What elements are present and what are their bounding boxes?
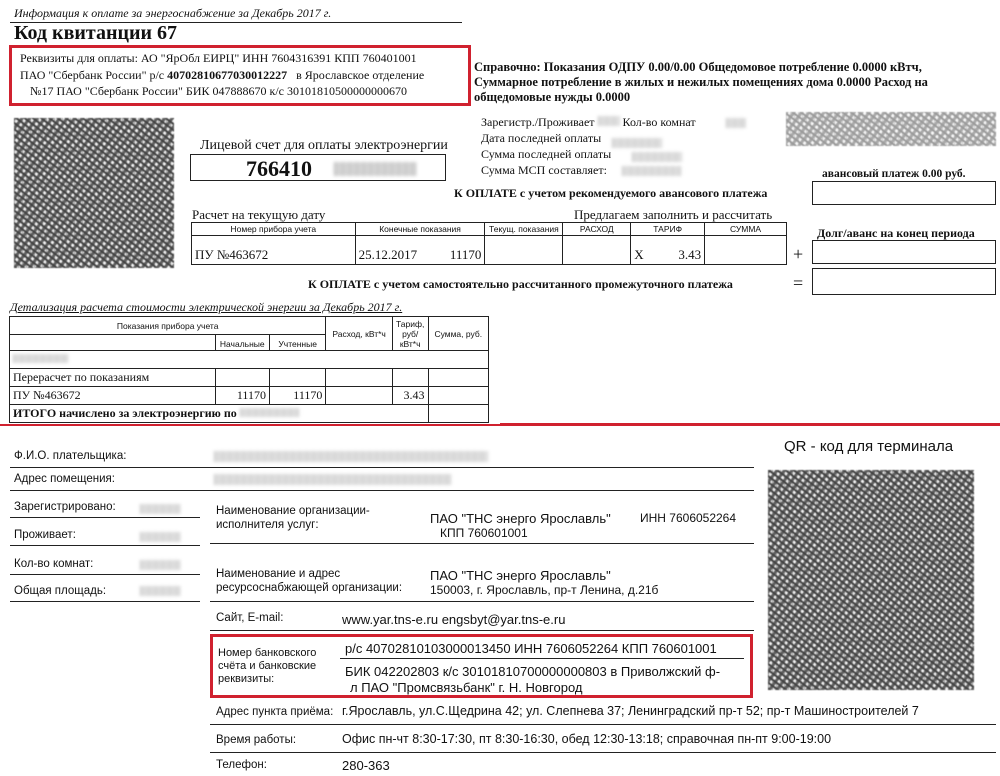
- requisites-branch: в Ярославское отделение: [296, 68, 425, 82]
- res-label-1: Наименование и адрес: [216, 568, 341, 580]
- personal-account-number: 766410: [246, 156, 312, 181]
- reference-line-3: общедомовые нужды 0.0000: [474, 90, 631, 104]
- cell-tariff: [631, 236, 705, 265]
- bank-line-3: л ПАО "Промсвязьбанк" г. Н. Новгород: [350, 680, 583, 695]
- hours-value: Офис пн-чт 8:30-17:30, пт 8:30-16:30, обед 12:30-13:18; справочная пн-пт 9:00-19:00: [342, 732, 832, 746]
- section-divider-left: [0, 424, 500, 426]
- msp-sum-label: Сумма МСП составляет:: [481, 163, 607, 177]
- cell-tariff-value: 3.43: [678, 247, 702, 262]
- th-sum-rub: Сумма, руб.: [428, 317, 488, 351]
- cell-usage-input[interactable]: [563, 236, 631, 265]
- reference-block: [474, 60, 928, 105]
- details-total: [10, 405, 393, 423]
- th-current: Текущ. показания: [485, 223, 563, 236]
- advance-label: авансовый платеж 0.00 руб.: [822, 168, 966, 180]
- bank-highlight: [210, 634, 753, 698]
- recalc-label: Перерасчет по показаниям: [10, 369, 216, 387]
- org-inn: ИНН 7606052264: [640, 511, 737, 525]
- details-tariff: 3.43: [392, 387, 428, 405]
- th-usage-kwh: Расход, кВт*ч: [326, 317, 393, 351]
- to-pay-recommended-label: К ОПЛАТЕ с учетом рекомендуемого авансового платежа: [454, 186, 768, 200]
- cell-multiply: X: [634, 247, 644, 262]
- org-label-1: Наименование организации-: [216, 505, 370, 517]
- registered-count-label: Зарегистрировано:: [14, 501, 116, 513]
- details-meter: ПУ №463672: [10, 387, 216, 405]
- qr-code: [768, 470, 974, 690]
- receipt-code-title: Код квитанции 67: [14, 22, 178, 44]
- details-total-label: ИТОГО начислено за электроэнергию по: [13, 406, 237, 420]
- th-meter: Номер прибора учета: [192, 223, 356, 236]
- current-calc-table: [191, 222, 787, 265]
- debt-box[interactable]: [812, 240, 996, 264]
- cell-final-reading: 11170: [449, 247, 482, 262]
- hours-label: Время работы:: [216, 734, 297, 746]
- current-calc-label: Расчет на текущую дату: [192, 207, 326, 222]
- requisites-account: 40702810677030012227: [167, 68, 288, 82]
- requisites-highlight: [9, 45, 471, 106]
- th-sum: СУММА: [705, 223, 787, 236]
- requisites-line-1: Реквизиты для оплаты: АО "ЯрОбл ЕИРЦ" ИНН 7604316391 КПП 760401001: [20, 51, 417, 65]
- to-pay-self-label: К ОПЛАТЕ с учетом самостоятельно рассчитанного промежуточного платежа: [308, 277, 733, 291]
- bank-label-2: счёта и банковские: [218, 660, 317, 672]
- rooms-label: Кол-во комнат: [622, 115, 696, 129]
- to-pay-self-box[interactable]: [812, 268, 996, 295]
- reception-value: г.Ярославль, ул.С.Щедрина 42; ул. Слепнева 37; Ленинградский пр-т 52; пр-т Машиностроителей 7: [342, 704, 919, 718]
- cell-sum-input[interactable]: [705, 236, 787, 265]
- org-name: ПАО "ТНС энерго Ярославль": [430, 511, 611, 526]
- rooms-count-label: Кол-во комнат:: [14, 558, 94, 570]
- requisites-bank: ПАО "Сбербанк России" р/с: [20, 68, 165, 82]
- th-readings: Показания прибора учета: [10, 317, 326, 335]
- th-tariff-rub: Тариф, руб/ кВт*ч: [392, 317, 428, 351]
- res-label-2: ресурсоснабжающей организации:: [216, 582, 403, 594]
- living-label: Проживает:: [14, 529, 76, 541]
- site-label: Сайт, E-mail:: [216, 612, 284, 624]
- last-payment-sum-label: Сумма последней оплаты: [481, 147, 612, 161]
- qr-title: QR - код для терминала: [784, 438, 954, 455]
- details-start: 11170: [215, 387, 269, 405]
- suggest-label: Предлагаем заполнить и рассчитать: [574, 207, 773, 222]
- phone-label: Телефон:: [216, 759, 267, 771]
- cell-final: [355, 236, 485, 265]
- debt-label: Долг/аванс на конец периода: [817, 226, 975, 240]
- details-accounted: 11170: [269, 387, 325, 405]
- org-kpp: КПП 760601001: [440, 526, 528, 540]
- th-usage: РАСХОД: [563, 223, 631, 236]
- th-start: Начальные: [215, 335, 269, 351]
- cell-final-date: 25.12.2017: [358, 247, 418, 262]
- reference-line-1: Справочно: Показания ОДПУ 0.00/0.00 Общедомовое потребление 0.0000 кВтч,: [474, 60, 922, 74]
- last-payment-date-label: Дата последней оплаты: [481, 131, 602, 145]
- barcode-image: [14, 118, 174, 268]
- registered-label: Зарегистр./Проживает: [481, 115, 595, 129]
- redacted-block-right: [786, 112, 996, 146]
- address-label: Адрес помещения:: [14, 473, 115, 485]
- phone-value: 280-363: [342, 758, 390, 773]
- th-tariff: ТАРИФ: [631, 223, 705, 236]
- reference-line-2: Суммарное потребление в жилых и нежилых помещениях дома 0.0000 Расход на: [474, 75, 928, 89]
- info-title: Информация к оплате за энергоснабжение за Декабрь 2017 г.: [14, 6, 332, 20]
- cell-meter: ПУ №463672: [192, 236, 356, 265]
- details-title: Детализация расчета стоимости электрической энергии за Декабрь 2017 г.: [10, 300, 403, 314]
- fio-label: Ф.И.О. плательщика:: [14, 450, 127, 462]
- personal-account-label: Лицевой счет для оплаты электроэнергии: [200, 138, 448, 153]
- details-table: [9, 316, 489, 423]
- area-label: Общая площадь:: [14, 585, 107, 597]
- th-final: Конечные показания: [355, 223, 485, 236]
- equals-sign: =: [793, 273, 804, 293]
- th-accounted: Учтенные: [269, 335, 325, 351]
- bank-line-1: р/с 40702810103000013450 ИНН 7606052264 КПП 760601001: [345, 641, 717, 656]
- bank-line-2: БИК 042202803 к/с 30101810700000000803 в Приволжский ф-: [345, 664, 721, 679]
- cell-current-input[interactable]: [485, 236, 563, 265]
- section-divider: [500, 423, 1000, 426]
- bank-label-3: реквизиты:: [218, 673, 275, 685]
- reception-label: Адрес пункта приёма:: [216, 706, 334, 718]
- to-pay-recommended-box[interactable]: [812, 181, 996, 205]
- res-name: ПАО "ТНС энерго Ярославль": [430, 568, 611, 583]
- res-address: 150003, г. Ярославль, пр-т Ленина, д.21б: [430, 583, 659, 597]
- plus-sign: +: [793, 244, 804, 264]
- requisites-line-3: №17 ПАО "Сбербанк России" БИК 047888670 к/с 30101810500000000670: [30, 84, 407, 98]
- site-value[interactable]: www.yar.tns-e.ru engsbyt@yar.tns-e.ru: [342, 612, 566, 627]
- org-label-2: исполнителя услуг:: [216, 519, 319, 531]
- bank-label-1: Номер банковского: [218, 647, 317, 659]
